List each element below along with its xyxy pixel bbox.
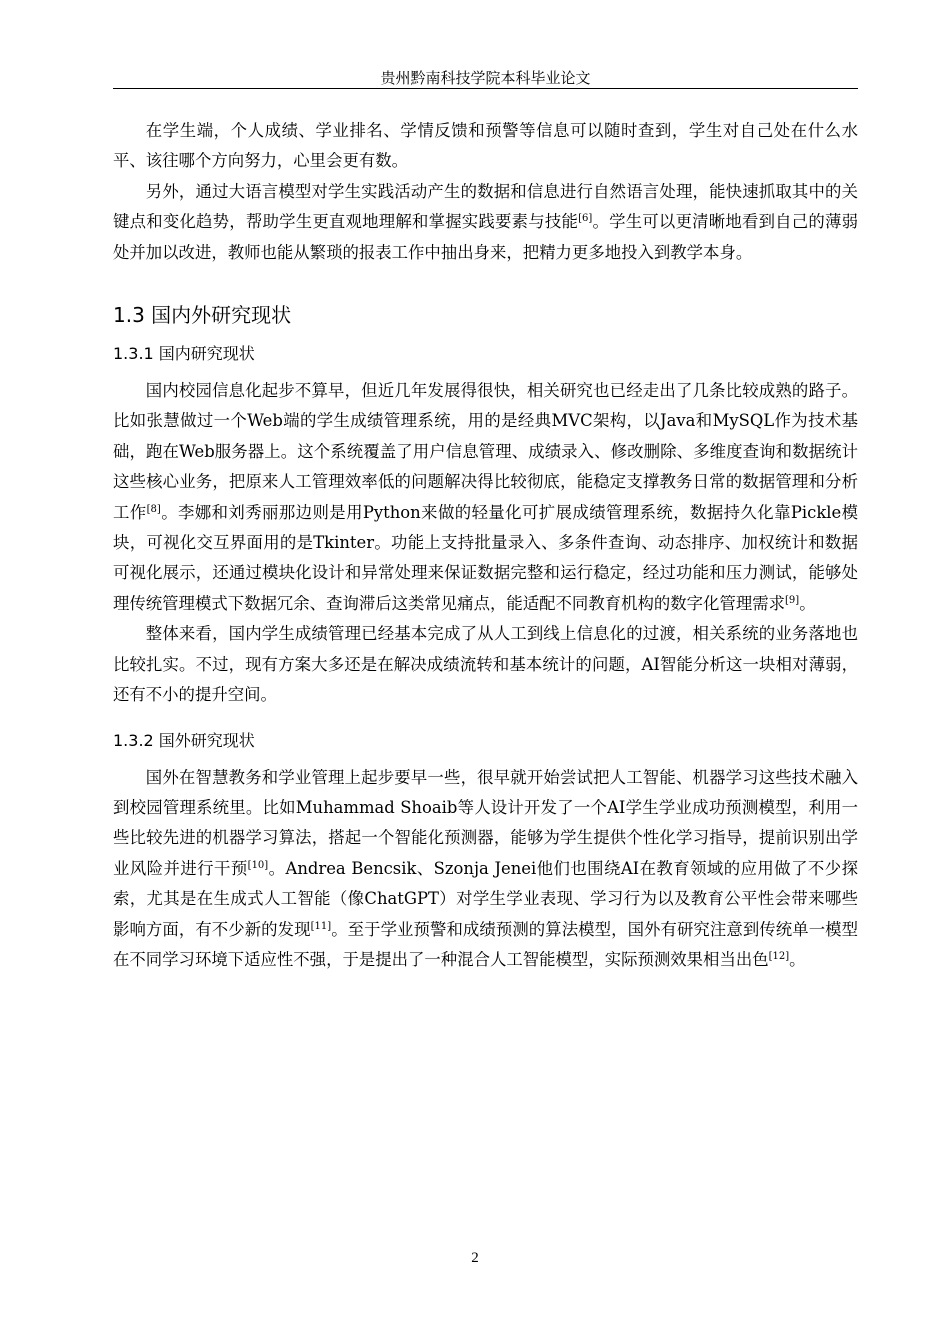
page-number: 2 [471,1250,479,1266]
intro-paragraph-1: 在学生端，个人成绩、学业排名、学情反馈和预警等信息可以随时查到，学生对自己处在什么水平、该往哪个方向努力，心里会更有数。 [113,121,858,171]
citation: [12] [768,950,790,962]
citation: [9] [785,594,800,606]
section-heading-1-3: 1.3 国内外研究现状 [113,303,292,328]
domestic-paragraph-2: 整体来看，国内学生成绩管理已经基本完成了从人工到线上信息化的过渡，相关系统的业务落地也比较扎实。不过，现有方案大多还是在解决成绩流转和基本统计的问题，AI智能分析这一块相对薄弱，还有不小的提升空间。 [113,624,858,705]
body-content [113,116,858,975]
citation: [6] [578,213,593,225]
citation: [11] [310,920,332,932]
domestic-paragraph-1: 国内校园信息化起步不算早，但近几年发展得很快，相关研究也已经走出了几条比较成熟的路子。比如张慧做过一个Web端的学生成绩管理系统，用的是经典MVC架构，以Java和MySQL作为技术基础，跑在Web服务器上。这个系统覆盖了用户信息管理、成绩录入、修改删除、多维度查询和数据统计这些核心业务，把原来人工管理效率低的问题解决得比较彻底，能稳定支撑教务日常的数据管理和分析工作[8]。李娜和刘秀丽那边则是用Python来做的轻量化可扩展成绩管理系统，数据持久化靠Pickle模块，可视化交互界面用的是Tkinter。功能上支持批量录入、多条件查询、动态排序、加权统计和数据可视化展示，还通过模块化设计和异常处理来保证数据完整和运行稳定，经过功能和压力测试，能够处理传统管理模式下数据冗余、查询滞后这类常见痛点，能适配不同教育机构的数字化管理需求[9]。 [113,381,859,613]
intro-paragraph-2: 另外，通过大语言模型对学生实践活动产生的数据和信息进行自然语言处理，能快速抓取其中的关键点和变化趋势，帮助学生更直观地理解和掌握实践要素与技能[6]。学生可以更清晰地看到自己的薄弱处并加以改进，教师也能从繁琐的报表工作中抽出身来，把精力更多地投入到教学本身。 [113,181,859,262]
header-rule [113,88,858,89]
running-header: 贵州黔南科技学院本科毕业论文 [380,69,591,87]
citation: [8] [146,503,161,515]
foreign-paragraph-1: 国外在智慧教务和学业管理上起步要早一些，很早就开始尝试把人工智能、机器学习这些技术融入到校园管理系统里。比如Muhammad Shoaib等人设计开发了一个AI学生学业成功预测模型，利用一些比较先进的机器学习算法，搭起一个智能化预测器，能够为学生提供个性化学习指导，提前识别出学业风险并进行干预[10]。Andrea Bencsik、Szonja Jenei他们也围绕AI在教育领域的应用做了不少探索，尤其是在生成式人工智能（像ChatGPT）对学生学业表现、学习行为以及教育公平性会带来哪些影响方面，有不少新的发现[11]。至于学业预警和成绩预测的算法模型，国外有研究注意到传统单一模型在不同学习环境下适应性不强，于是提出了一种混合人工智能模型，实际预测效果相当出色[12]。 [113,767,859,969]
citation: [10] [247,859,269,871]
section-heading-1-3-2: 1.3.2 国外研究现状 [113,730,255,750]
section-heading-1-3-1: 1.3.1 国内研究现状 [113,344,255,364]
